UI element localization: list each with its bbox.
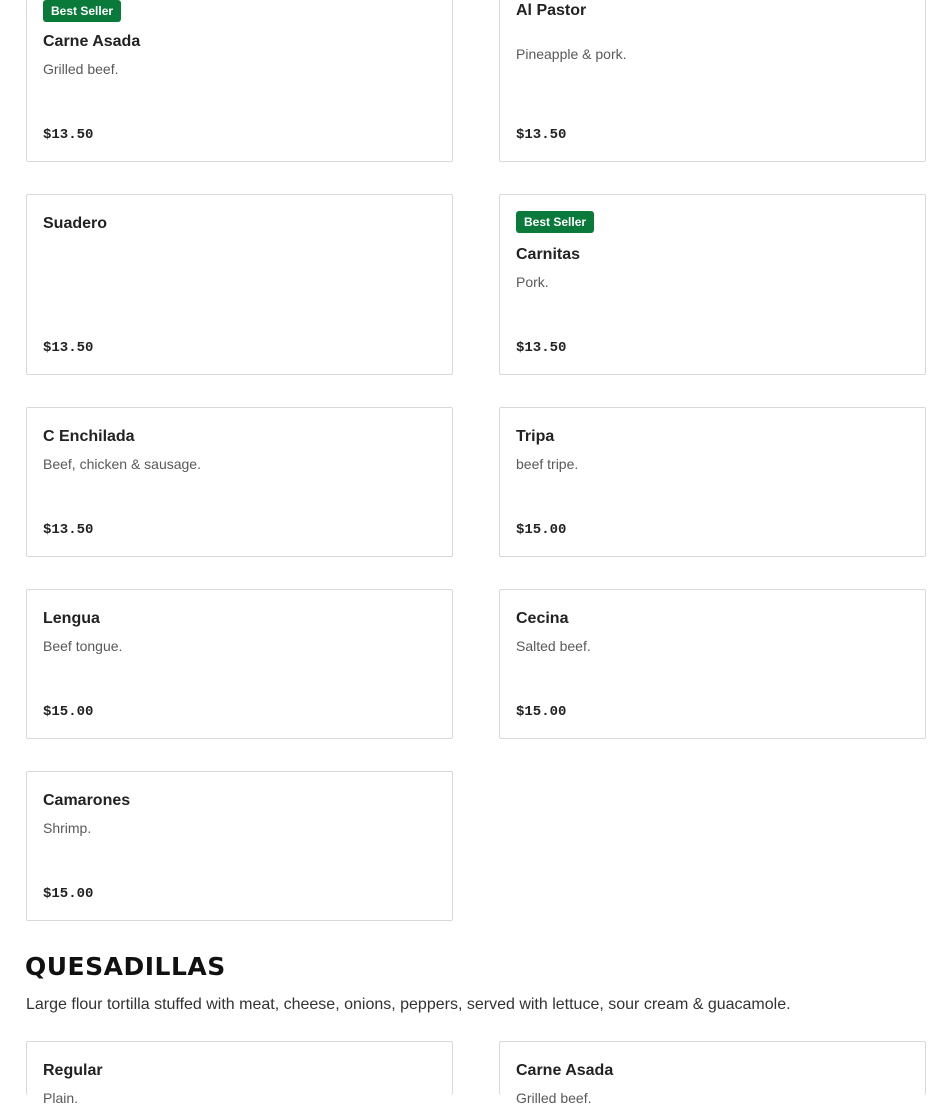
menu-item-price: $13.50 [516,340,567,356]
menu-item-name: Carne Asada [516,1062,614,1079]
menu-item-price: $13.50 [516,127,567,143]
menu-item-name: Carnitas [516,246,581,263]
menu-item-name: Camarones [43,792,131,809]
menu-item-name: Carne Asada [43,33,141,50]
menu-item-card[interactable] [26,407,453,557]
menu-item-description: Plain. [43,1090,79,1106]
menu-item-price: $13.50 [43,340,94,356]
menu-item-description: Grilled beef. [43,61,119,77]
menu-item-description: Grilled beef. [516,1090,592,1106]
menu-item-name: Cecina [516,610,569,627]
section-description: Large flour tortilla stuffed with meat, cheese, onions, peppers, served with lettuce, sour cream & guacamole. [26,996,791,1013]
menu-item-description: Shrimp. [43,820,92,836]
menu-item-name: Lengua [43,610,100,627]
menu-item-card[interactable] [26,1041,453,1106]
menu-item-name: C Enchilada [43,428,135,445]
menu-item-card[interactable] [26,194,453,375]
menu-item-name: Regular [43,1062,103,1079]
menu-item-description: Beef tongue. [43,638,123,654]
menu-item-card[interactable] [26,589,453,739]
menu-item-price: $13.50 [43,127,94,143]
section-title: QUESADILLAS [25,952,226,981]
menu-item-description: beef tripe. [516,456,579,472]
menu-item-price: $15.00 [516,704,567,720]
menu-item-card[interactable] [499,1041,926,1106]
menu-item-price: $13.50 [43,522,94,538]
menu-item-card[interactable] [499,407,926,557]
menu-item-card[interactable] [499,589,926,739]
menu-item-name: Suadero [43,215,108,232]
menu-item-price: $15.00 [43,886,94,902]
menu-item-card[interactable] [499,0,926,162]
best-seller-badge: Best Seller [43,0,121,22]
menu-item-price: $15.00 [516,522,567,538]
menu-item-description: Pineapple & pork. [516,46,627,62]
menu-item-description: Beef, chicken & sausage. [43,456,201,472]
menu-item-card[interactable] [26,771,453,921]
menu-item-card[interactable] [499,194,926,375]
menu-item-price: $15.00 [43,704,94,720]
menu-item-description: Salted beef. [516,638,591,654]
menu-item-description: Pork. [516,274,549,290]
menu-item-name: Tripa [516,428,555,445]
menu-item-card[interactable] [26,0,453,162]
menu-item-name: Al Pastor [516,2,587,19]
best-seller-badge: Best Seller [516,211,594,233]
